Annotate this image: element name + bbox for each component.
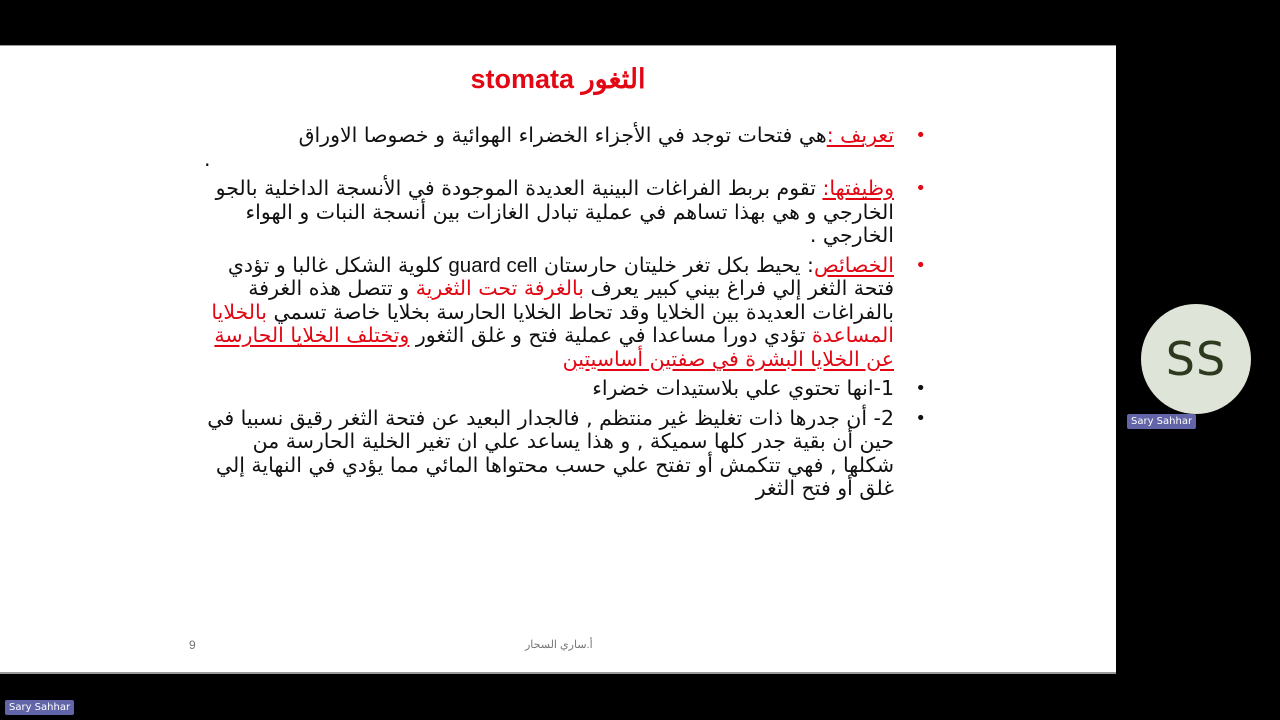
slide-author: أ.ساري السحار — [525, 639, 593, 651]
properties-text-4: تؤدي دورا مساعدا في عملية فتح و غلق الثغور — [409, 323, 812, 347]
term-properties: الخصائص — [813, 252, 894, 277]
bullet-dot-icon: • — [915, 407, 926, 429]
properties-text-2: كلوية الشكل غالبا و تؤدي فتحة الثغر إلي فراغ بيني كبير يعرف — [227, 252, 894, 300]
definition-trailing: . — [204, 146, 211, 171]
feature-2-text: 2- أن جدرها ذات تغليظ غير منتظم , فالجدار البعيد عن فتحة الثغر رقيق نسبيا في حين أن بقية جدر كلها سميكة , و هذا يساعد علي ان تغير الخلية الحارسة من شكلها , فهي تتكمش أو تفتح علي حسب محتواها المائي مما يؤدي في النهاية إلي غلق أو فتح الثغر — [207, 405, 894, 500]
definition-text: هي فتحات توجد في الأجزاء الخضراء الهوائية و خصوصا الاوراق — [298, 123, 827, 147]
highlight-subsidiary-cells: بالخلايا المساعدة — [211, 299, 894, 347]
slide-title-english: stomata — [470, 64, 575, 94]
bullet-dot-icon: • — [915, 178, 926, 199]
feature-1-text: 1-انها تحتوي علي بلاستيدات خضراء — [592, 376, 894, 400]
term-definition: تعريف : — [826, 123, 894, 147]
slide-title-arabic: الثغور — [581, 64, 646, 94]
term-function: وظيفتها: — [822, 176, 894, 200]
participant-name-badge: Sary Sahhar — [1127, 414, 1196, 429]
slide-title — [0, 64, 1116, 95]
bullet-dot-icon: • — [915, 254, 926, 276]
slide-page-number: 9 — [189, 638, 196, 652]
bullet-dot-icon: • — [915, 378, 926, 399]
bullet-dot-icon: • — [915, 125, 926, 146]
participant-tile[interactable] — [1116, 290, 1280, 440]
bullet-definition — [196, 124, 936, 171]
shared-slide — [0, 45, 1116, 674]
avatar — [1141, 304, 1251, 414]
bullet-feature-2 — [196, 407, 936, 501]
bullet-properties — [196, 254, 936, 372]
properties-text-1: : يحيط بكل تغر خليتان حارستان — [537, 252, 814, 277]
bullet-function — [196, 177, 936, 248]
slide-content — [196, 124, 936, 507]
avatar-initials: SS — [1165, 332, 1227, 386]
term-guard-cell: guard cell — [448, 253, 538, 277]
properties-text-3: و تتصل هذه الغرفة بالفراغات العديدة بين الخلايا وقد تحاط الخلايا الحارسة بخلايا خاصة تسمي — [248, 276, 894, 324]
presenter-name-badge: Sary Sahhar — [5, 700, 74, 715]
function-text: تقوم بربط الفراغات البينية العديدة الموجودة في الأنسجة الداخلية بالجو الخارجي و هي بهذا تساهم في عملية تبادل الغازات بين أنسجة النبات و الهواء الخارجي . — [215, 176, 894, 247]
highlight-substomatal-chamber: بالغرفة تحت الثغرية — [415, 276, 585, 300]
bullet-feature-1 — [196, 377, 936, 401]
highlight-two-features: وتختلف الخلايا الحارسة عن الخلايا البشرة في صفتين أساسيتين — [214, 323, 894, 371]
